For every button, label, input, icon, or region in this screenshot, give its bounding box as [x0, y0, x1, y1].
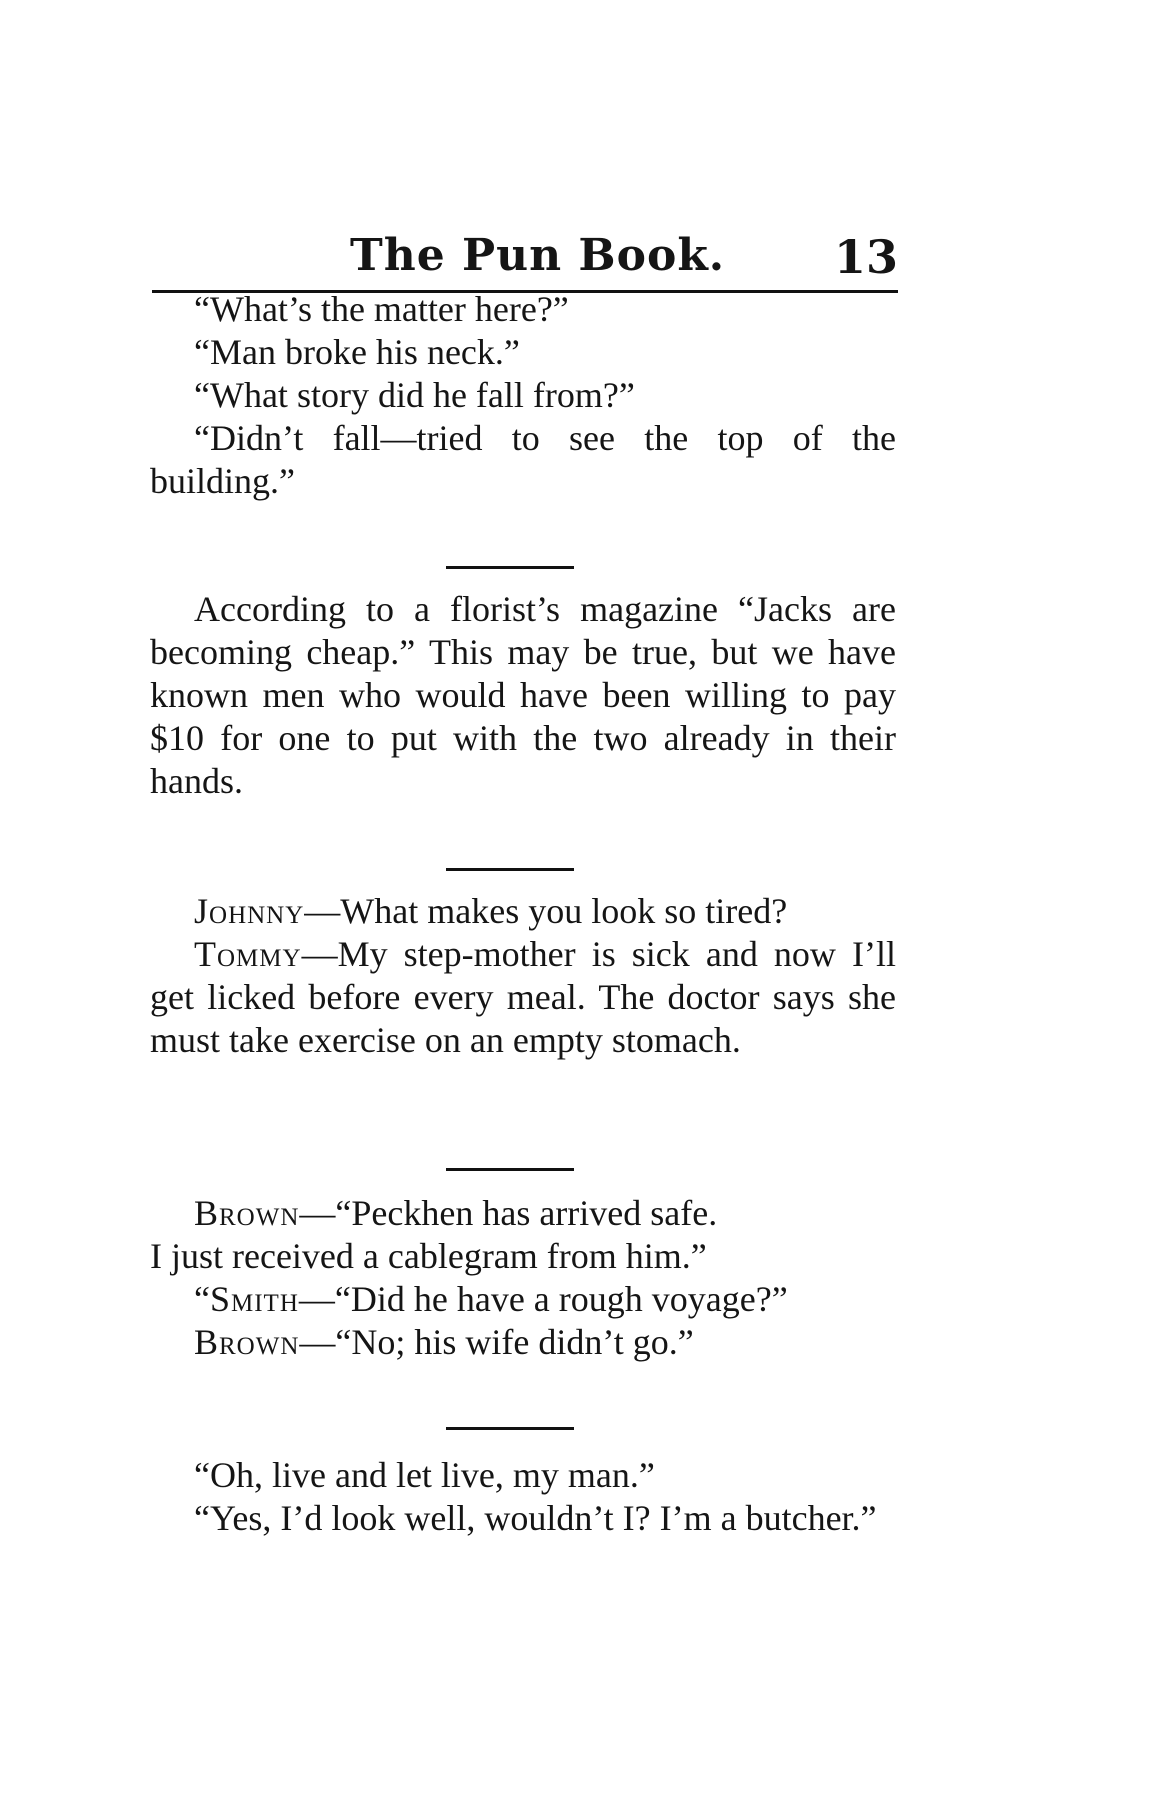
section-divider-3 — [446, 1168, 574, 1171]
speaker-smith: Smith — [209, 1279, 299, 1319]
joke-4 — [150, 1192, 896, 1364]
speaker-brown: Brown — [194, 1193, 300, 1233]
joke-3 — [150, 890, 896, 1062]
joke-1 — [150, 288, 896, 503]
joke-4-line-3-text: —“No; his wife didn’t go.” — [299, 1322, 694, 1362]
page-number: 13 — [833, 230, 898, 284]
section-divider-1 — [446, 566, 574, 569]
joke-1-line-2: “Man broke his neck.” — [194, 332, 520, 372]
joke-4-line-1 — [150, 1192, 896, 1235]
joke-4-line-1b: I just received a cablegram from him.” — [150, 1236, 707, 1276]
joke-5 — [150, 1454, 896, 1540]
joke-3-line-1 — [150, 890, 896, 933]
page-header — [152, 230, 898, 293]
joke-3-line-1-text: —What makes you look so tired? — [304, 891, 788, 931]
speaker-brown-2: Brown — [194, 1322, 300, 1362]
joke-1-line-4: “Didn’t fall—tried to see the top of the building.” — [150, 418, 896, 501]
joke-1-line-1: “What’s the matter here?” — [194, 289, 569, 329]
speaker-johnny: Johnny — [194, 891, 305, 931]
joke-3-line-2-text: —My step-mother is sick and now I’ll get licked before every meal. The doctor says she must take exercise on an empty stomach. — [150, 934, 896, 1060]
joke-4-line-1-text: —“Peckhen has arrived safe. — [299, 1193, 718, 1233]
joke-5-line-2: “Yes, I’d look well, wouldn’t I? I’m a butcher.” — [194, 1498, 877, 1538]
running-title: The Pun Book. — [350, 230, 726, 281]
joke-3-line-2 — [150, 933, 896, 1062]
joke-4-line-2 — [150, 1278, 896, 1321]
speaker-tommy: Tommy — [194, 934, 302, 974]
joke-2-paragraph: According to a florist’s magazine “Jacks are becoming cheap.” This may be true, but we have known men who would have been willing to pay $10 for one to put with the two already in their hands. — [150, 589, 896, 801]
joke-4-line-3 — [150, 1321, 896, 1364]
section-divider-2 — [446, 868, 574, 871]
joke-5-line-1: “Oh, live and let live, my man.” — [194, 1455, 655, 1495]
joke-4-quote-open: “ — [194, 1279, 210, 1319]
joke-1-line-3: “What story did he fall from?” — [194, 375, 635, 415]
joke-2 — [150, 588, 896, 803]
section-divider-4 — [446, 1427, 574, 1430]
joke-4-line-2-text: —“Did he have a rough voyage?” — [298, 1279, 788, 1319]
